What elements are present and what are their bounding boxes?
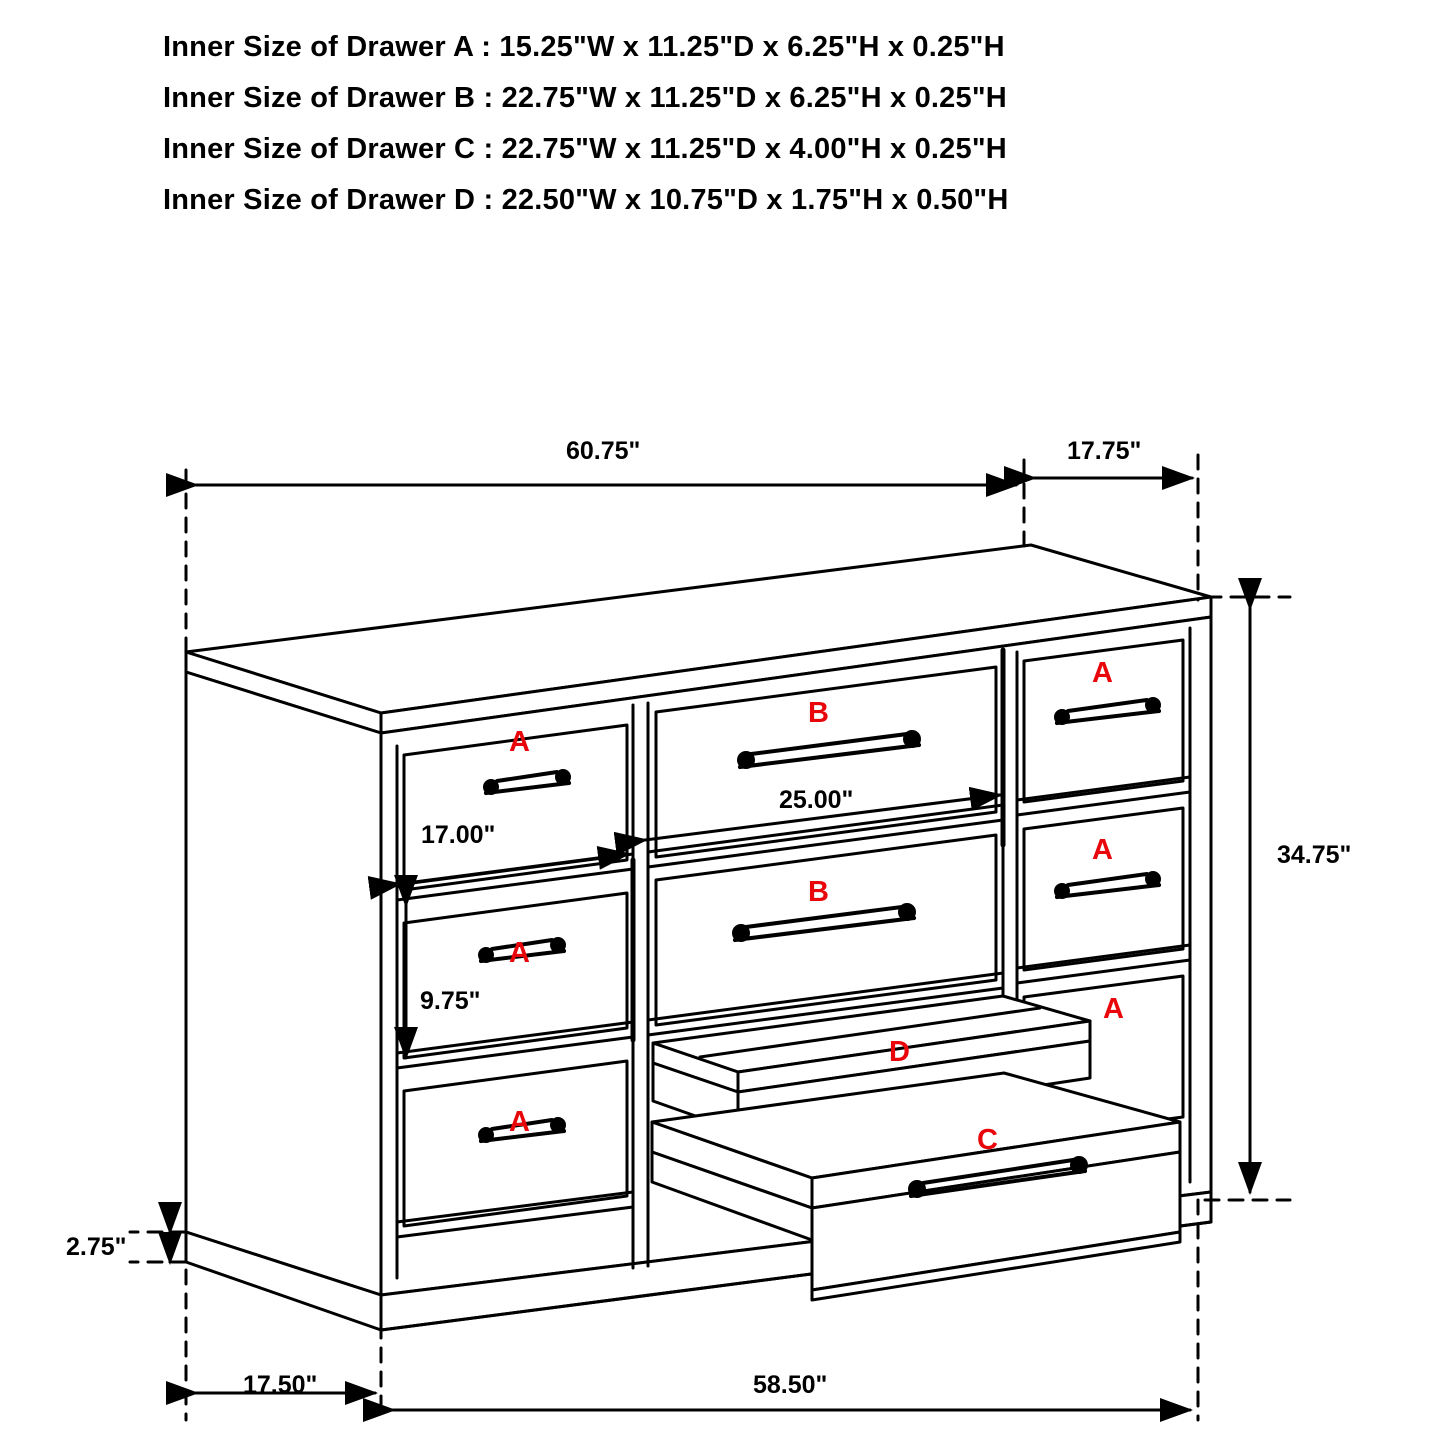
spec-line-drawer-c: Inner Size of Drawer C : 22.75"W x 11.25"D x 4.00"H x 0.25"H xyxy=(163,133,1007,165)
dimension-height: 34.75" xyxy=(1277,841,1352,869)
spec-line-drawer-a: Inner Size of Drawer A : 15.25"W x 11.25"D x 6.25"H x 0.25"H xyxy=(163,31,1005,63)
dimension-drawer-b-width: 25.00" xyxy=(779,786,854,814)
dimension-top-depth: 17.75" xyxy=(1067,437,1142,465)
dimension-drawer-a-width: 17.00" xyxy=(421,821,496,849)
drawer-label-a4: A xyxy=(1092,657,1113,689)
spec-line-drawer-b: Inner Size of Drawer B : 22.75"W x 11.25"D x 6.25"H x 0.25"H xyxy=(163,82,1007,114)
drawer-label-b1: B xyxy=(808,697,829,729)
dimension-top-width: 60.75" xyxy=(566,437,641,465)
drawer-label-a6: A xyxy=(1103,993,1124,1025)
dimension-base-width: 58.50" xyxy=(753,1371,828,1399)
drawer-label-a2: A xyxy=(509,937,530,969)
dimension-base-height: 2.75" xyxy=(66,1233,127,1261)
drawer-label-c1: C xyxy=(977,1124,998,1156)
drawer-label-d1: D xyxy=(889,1036,910,1068)
drawer-label-a3: A xyxy=(509,1106,530,1138)
drawer-label-a5: A xyxy=(1092,834,1113,866)
dimension-base-depth: 17.50" xyxy=(243,1371,318,1399)
drawer-label-b2: B xyxy=(808,876,829,908)
drawer-label-a1: A xyxy=(509,726,530,758)
dimension-drawer-height: 9.75" xyxy=(420,987,481,1015)
spec-line-drawer-d: Inner Size of Drawer D : 22.50"W x 10.75"D x 1.75"H x 0.50"H xyxy=(163,184,1009,216)
